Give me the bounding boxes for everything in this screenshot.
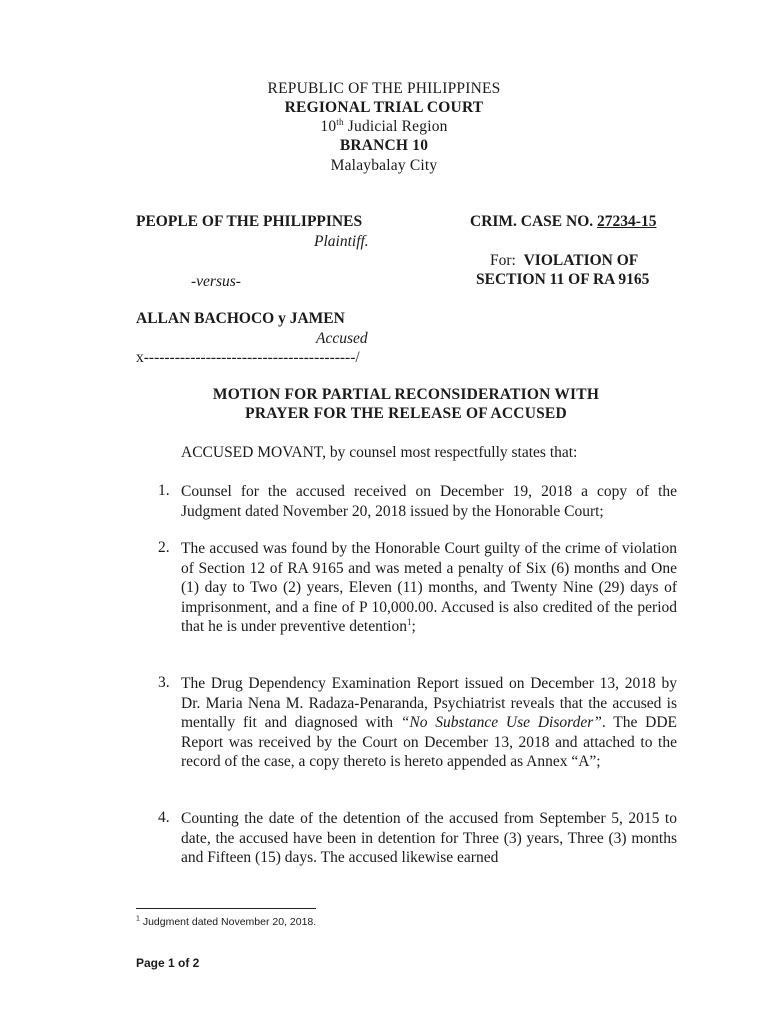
paragraph-3-text-a: The Drug Dependency Examination Report issued on December 13, 2018 by Dr. Maria Nena M. Radaza-Penaranda, Psychiatrist reveals that the accused is mentally fit and diagnosed with	[181, 675, 677, 731]
republic-heading: REPUBLIC OF THE PHILIPPINES	[267, 80, 501, 97]
offense-line1: VIOLATION OF	[523, 252, 639, 269]
page-number: Page 1 of 2	[136, 956, 200, 970]
footnote	[136, 916, 316, 928]
caption-separator: x-----------------------------------------/	[136, 349, 360, 366]
footnote-divider	[136, 908, 316, 909]
plaintiff-name: PEOPLE OF THE PHILIPPINES	[136, 213, 363, 230]
offense-line2: SECTION 11 OF RA 9165	[476, 271, 650, 288]
paragraph-2-number: 2.	[158, 539, 170, 556]
region-number: 10	[320, 118, 337, 135]
diagnosis-quote: “No Substance Use Disorder”	[400, 714, 602, 731]
footnote-mark: 1	[136, 915, 140, 923]
paragraph-4: Counting the date of the detention of the accused from September 5, 2015 to date, the accused have been in detention for Three (3) years, Three (3) months and Fifteen (15) days. The accused likewise earned	[181, 810, 677, 866]
paragraph-3-text-b: . The DDE Report was received by the Court on December 13, 2018 and attached to the record of the case, a copy thereto is hereto appended as Annex “A”;	[181, 714, 677, 770]
accused-label: Accused	[316, 330, 368, 347]
for-label: For:	[490, 252, 516, 269]
paragraph-3	[181, 674, 677, 772]
intro-statement: ACCUSED MOVANT, by counsel most respectfully states that:	[181, 444, 578, 461]
paragraph-1-number: 1.	[158, 482, 170, 499]
city-heading: Malaybalay City	[330, 157, 438, 174]
for-line	[490, 252, 638, 270]
paragraph-2-end: ;	[411, 618, 416, 635]
branch-heading: BRANCH 10	[339, 137, 429, 154]
judicial-region	[0, 118, 768, 136]
paragraph-2	[181, 539, 677, 637]
court-heading: REGIONAL TRIAL COURT	[284, 99, 484, 116]
paragraph-1: Counsel for the accused received on December 19, 2018 a copy of the Judgment dated November 20, 2018 issued by the Honorable Court;	[181, 483, 677, 520]
case-number-line	[470, 213, 656, 231]
footnote-reference: 1	[406, 616, 412, 627]
plaintiff-label: Plaintiff.	[314, 233, 369, 250]
case-label: CRIM. CASE NO.	[470, 213, 598, 230]
case-number: 27234-15	[597, 213, 657, 230]
motion-title-line1: MOTION FOR PARTIAL RECONSIDERATION WITH	[212, 386, 600, 403]
accused-name: ALLAN BACHOCO y JAMEN	[136, 310, 345, 327]
region-text: Judicial Region	[343, 118, 448, 135]
paragraph-3-number: 3.	[158, 674, 170, 691]
paragraph-4-number: 4.	[158, 809, 170, 826]
footnote-text: Judgment dated November 20, 2018.	[139, 916, 317, 928]
paragraph-2-text: The accused was found by the Honorable Court guilty of the crime of violation of Section 12 of RA 9165 and was meted a penalty of Six (6) months and One (1) day to Two (2) years, Eleven (11) months, and Twenty Nine (29) days of imprisonment, and a fine of P 10,000.00. Accused is also credited of the period that he is under preventive detention	[181, 540, 677, 635]
motion-title-line2: PRAYER FOR THE RELEASE OF ACCUSED	[245, 405, 567, 422]
region-ordinal: th	[336, 116, 344, 127]
versus-label: -versus-	[191, 273, 241, 290]
